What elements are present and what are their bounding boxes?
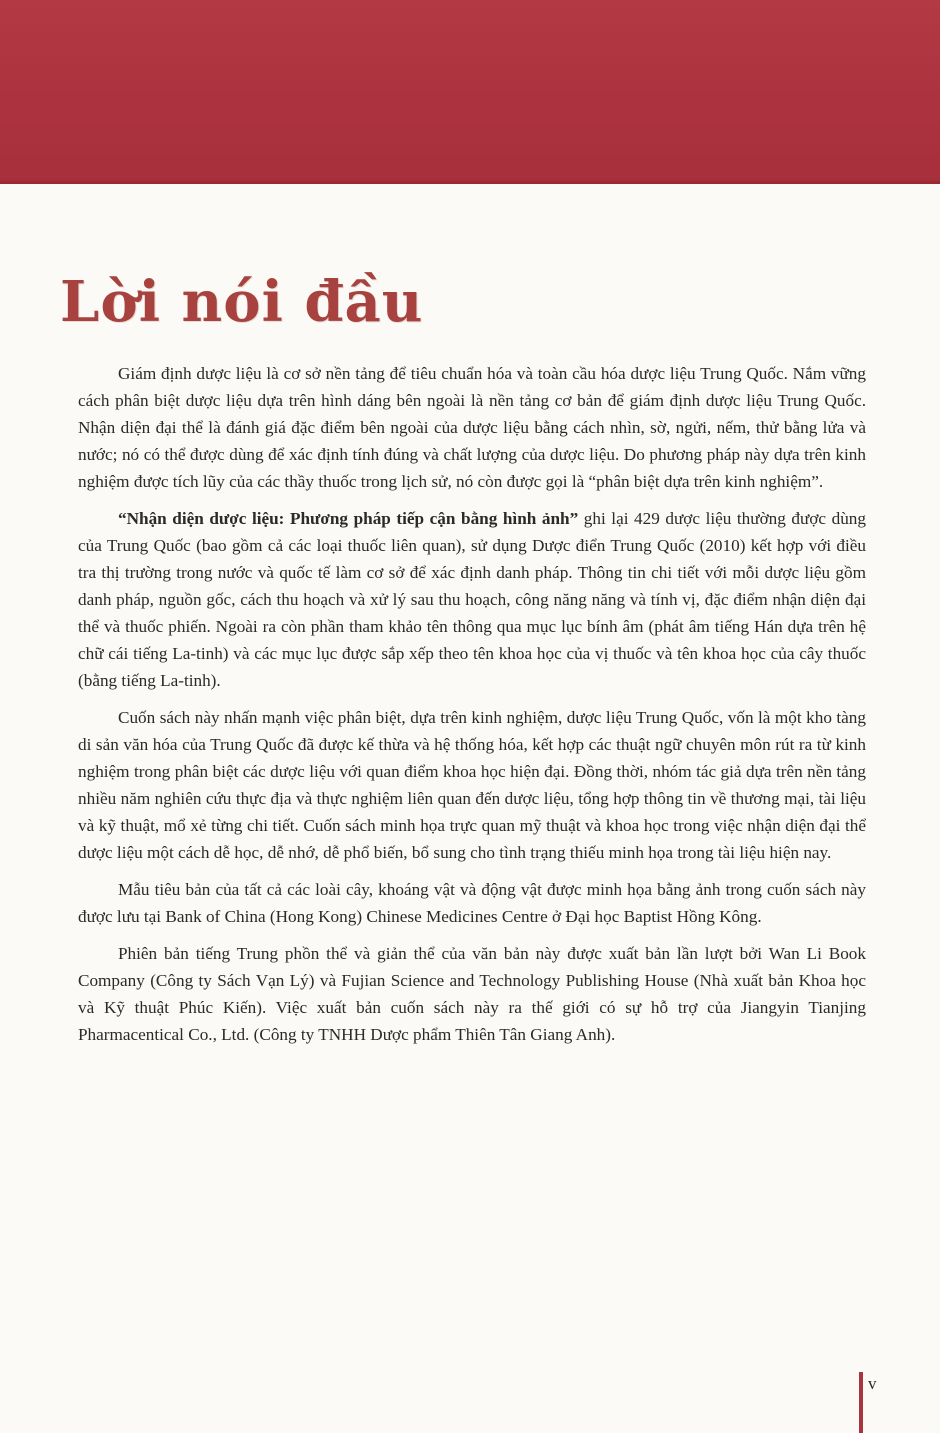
paragraph-4: Mẫu tiêu bản của tất cả các loài cây, khoáng vật và động vật được minh họa bằng ảnh trong cuốn sách này được lưu tại Bank of China (Hong Kong) Chinese Medicines Centre ở Đại học Baptist Hồng Kông.	[78, 880, 866, 926]
header-color-band	[0, 0, 940, 184]
paragraph-2	[78, 505, 866, 694]
page-marker-bar	[859, 1372, 863, 1433]
page-number: v	[868, 1374, 877, 1393]
paragraph-2-text: ghi lại 429 dược liệu thường được dùng của Trung Quốc (bao gồm cả các loại thuốc liên quan), sử dụng Dược điển Trung Quốc (2010) kết hợp với điều tra thị trường trong nước và quốc tế làm cơ sở để xác định danh pháp. Thông tin chi tiết với mỗi dược liệu gồm danh pháp, nguồn gốc, cách thu hoạch và xử lý sau thu hoạch, công năng năng và tính vị, đặc điểm nhận diện đại thể và thuốc phiến. Ngoài ra còn phần tham khảo tên thông qua mục lục bính âm (phát âm tiếng Hán dựa trên hệ chữ cái tiếng La-tinh) và các mục lục được sắp xếp theo tên khoa học của vị thuốc và tên khoa học của cây thuốc (bằng tiếng La-tinh).	[78, 509, 866, 690]
preface-body	[78, 360, 866, 1058]
paragraph-1: Giám định dược liệu là cơ sở nền tảng để tiêu chuẩn hóa và toàn cầu hóa dược liệu Trung Quốc. Nắm vững cách phân biệt dược liệu dựa trên hình dáng bên ngoài là nền tảng cơ bản để giám định dược liệu Trung Quốc. Nhận diện đại thể là đánh giá đặc điểm bên ngoài của dược liệu bằng cách nhìn, sờ, ngửi, nếm, thử bằng lửa và nước; nó có thể được dùng để xác định tính đúng và chất lượng của dược liệu. Do phương pháp này dựa trên kinh nghiệm được tích lũy của các thầy thuốc trong lịch sử, nó còn được gọi là “phân biệt dựa trên kinh nghiệm”.	[78, 364, 866, 491]
paragraph-3: Cuốn sách này nhấn mạnh việc phân biệt, dựa trên kinh nghiệm, dược liệu Trung Quốc, vốn là một kho tàng di sản văn hóa của Trung Quốc đã được kế thừa và hệ thống hóa, kết hợp các thuật ngữ chuyên môn rút ra từ kinh nghiệm trong phân biệt các dược liệu với quan điểm khoa học hiện đại. Đồng thời, nhóm tác giả dựa trên nền tảng nhiều năm nghiên cứu thực địa và thực nghiệm liên quan đến dược liệu, tổng hợp thông tin về thương mại, tài liệu và kỹ thuật, mổ xẻ từng chi tiết. Cuốn sách minh họa trực quan mỹ thuật và khoa học trong việc nhận diện đại thể dược liệu một cách dễ học, dễ nhớ, dễ phổ biến, bổ sung cho tình trạng thiếu minh họa trong tài liệu hiện nay.	[78, 708, 866, 862]
page-title: Lời nói đầu	[60, 269, 424, 335]
paragraph-5: Phiên bản tiếng Trung phồn thể và giản thể của văn bản này được xuất bản lần lượt bởi Wan Li Book Company (Công ty Sách Vạn Lý) và Fujian Science and Technology Publishing House (Nhà xuất bản Khoa học và Kỹ thuật Phúc Kiến). Việc xuất bản cuốn sách này ra thế giới có sự hỗ trợ của Jiangyin Tianjing Pharmacentical Co., Ltd. (Công ty TNHH Dược phẩm Thiên Tân Giang Anh).	[78, 944, 866, 1044]
book-title-bold: “Nhận diện dược liệu: Phương pháp tiếp cận bằng hình ảnh”	[118, 509, 579, 528]
